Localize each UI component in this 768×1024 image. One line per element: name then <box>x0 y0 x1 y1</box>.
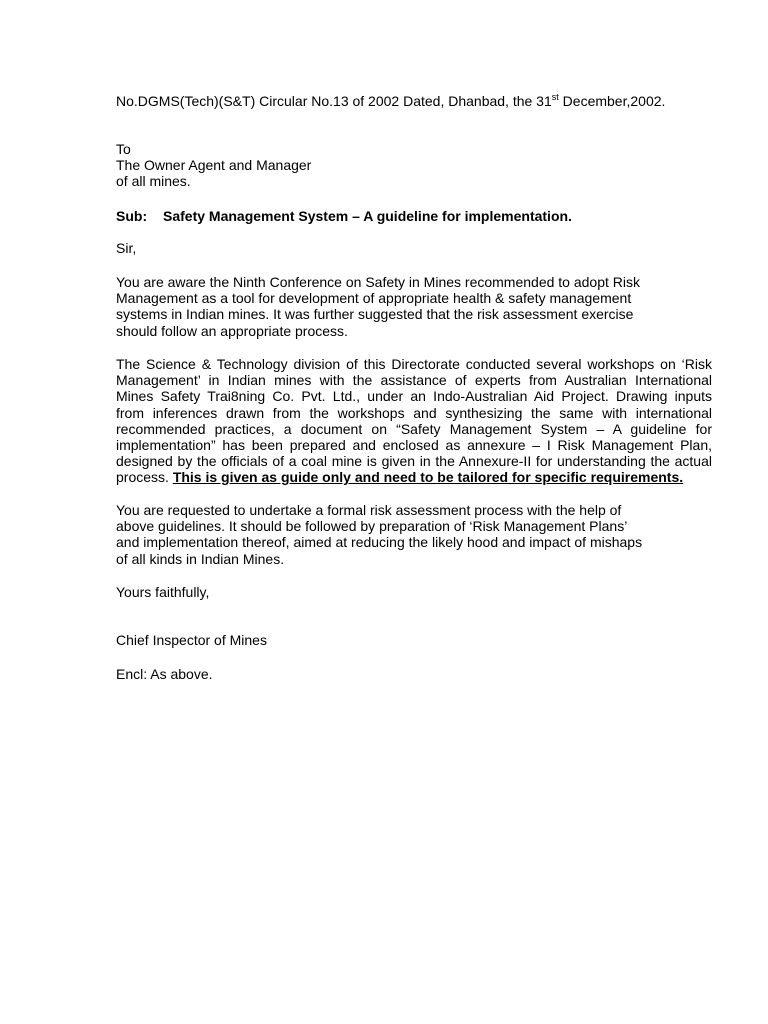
paragraph-2-line: implementation” has been prepared and enclosed as annexure – I Risk Management Plan, <box>116 437 712 454</box>
paragraph-2 <box>116 356 712 486</box>
addressee-block <box>116 141 311 190</box>
subject-line <box>116 208 572 224</box>
paragraph-3-line: of all kinds in Indian Mines. <box>116 550 285 567</box>
reference-line <box>116 93 665 109</box>
paragraph-1-line: You are aware the Ninth Conference on Safety in Mines recommended to adopt Risk <box>116 274 641 290</box>
subject-label: Sub: <box>116 208 148 224</box>
reference-date-tail: December,2002. <box>558 93 666 109</box>
paragraph-1-line: Management as a tool for development of appropriate health & safety management <box>116 290 632 307</box>
paragraph-2-last-line <box>116 469 712 485</box>
closing: Yours faithfully, <box>116 584 210 600</box>
paragraph-1 <box>116 274 656 339</box>
addressee-to: To <box>116 141 131 157</box>
paragraph-2-line: designed by the officials of a coal mine is given in the Annexure-II for understanding the actual <box>116 453 712 470</box>
paragraph-1-line: should follow an appropriate process. <box>116 322 348 339</box>
paragraph-2-line: Mines Safety Trai8ning Co. Pvt. Ltd., under an Indo-Australian Aid Project. Drawing inputs <box>116 388 712 405</box>
addressee-line-2: of all mines. <box>116 173 191 190</box>
paragraph-2-line: Management’ in Indian mines with the assistance of experts from Australian International <box>116 372 712 389</box>
date-ordinal-suffix: st <box>551 92 559 102</box>
paragraph-2-lead: process. <box>116 469 173 486</box>
subject-text: Safety Management System – A guideline for implementation. <box>163 208 572 224</box>
paragraph-2-line: recommended practices, a document on “Safety Management System – A guideline for <box>116 420 712 437</box>
reference-text: No.DGMS(Tech)(S&T) Circular No.13 of 2002 Dated, Dhanbad, the 31 <box>116 93 552 109</box>
paragraph-3-line: above guidelines. It should be followed by preparation of ‘Risk Management Plans’ <box>116 518 628 535</box>
paragraph-2-line: The Science & Technology division of this Directorate conducted several workshops on ‘Risk <box>116 356 712 372</box>
signatory: Chief Inspector of Mines <box>116 632 267 648</box>
paragraph-3 <box>116 502 656 567</box>
enclosure-note: Encl: As above. <box>116 666 213 682</box>
paragraph-1-line: systems in Indian mines. It was further suggested that the risk assessment exercise <box>116 306 634 323</box>
paragraph-3-line: and implementation thereof, aimed at reducing the likely hood and impact of mishaps <box>116 534 643 551</box>
addressee-line-1: The Owner Agent and Manager <box>116 157 312 174</box>
salutation: Sir, <box>116 240 137 256</box>
paragraph-2-line: from inferences drawn from the workshops and synthesizing the same with international <box>116 404 712 421</box>
emphasis-note: This is given as guide only and need to be tailored for specific requirements. <box>172 469 684 486</box>
paragraph-3-line: You are requested to undertake a formal risk assessment process with the help of <box>116 502 622 518</box>
